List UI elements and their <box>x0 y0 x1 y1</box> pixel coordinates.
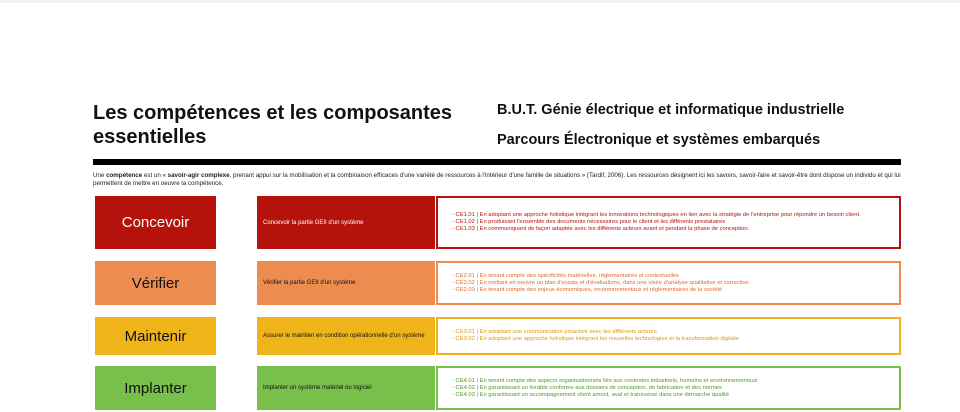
competence-components <box>436 317 901 355</box>
intro-paragraph: Une compétence est un « savoir-agir complexe, prenant appui sur la mobilisation et la combinaison efficaces d'une variété de ressources à l'intérieur d'une famille de situations » (Tardif, 2006). Les ressources désignent ici les savoirs, savoir-faire et savoir-être dont dispose un individu et qui lui permettent de mettre en oeuvre la compétence. <box>93 172 901 187</box>
competence-label: Concevoir <box>95 196 216 249</box>
list-item: - CE1.03 | En communiquant de façon adaptée avec les différents acteurs avant et pendant la phase de conception. <box>452 226 750 232</box>
competence-components <box>436 366 901 410</box>
program-title: B.U.T. Génie électrique et informatique industrielle <box>497 102 845 118</box>
competence-row-maintenir <box>93 317 901 355</box>
competence-components <box>436 196 901 249</box>
competence-components <box>436 261 901 305</box>
page-title: Les compétences et les composantes essentielles <box>93 102 453 148</box>
competence-label: Vérifier <box>95 261 216 305</box>
list-item: - CE1.02 | En produisant l'ensemble des documents nécessaires pour le client et les différents prestataires <box>452 219 726 225</box>
list-item: - CE3.02 | En adoptant une approche holistique intégrant les nouvelles technologies et la transformation digitale <box>452 336 739 342</box>
competence-situation: Vérifier la partie GEII d'un système <box>257 261 435 305</box>
list-item: - CE4.02 | En garantissant un livrable conforme aux dossiers de conception, de fabrication et des normes <box>452 384 722 391</box>
competence-situation: Concevoir la partie GEII d'un système <box>257 196 435 249</box>
competence-row-verifier <box>93 261 901 305</box>
list-item: - CE2.02 | En mettant en oeuvre un plan d'essais et d'évaluations, dans une visée d'analyse qualitative et corrective <box>452 279 749 286</box>
list-item: - CE2.03 | En tenant compte des enjeux économiques, environnementaux et réglementaires de la société <box>452 286 723 293</box>
list-item: - CE4.01 | En tenant compte des aspects organisationnels liés aux contextes industriels, humains et environnementaux <box>452 377 758 384</box>
competence-row-concevoir <box>93 196 901 249</box>
competence-label: Implanter <box>95 366 216 410</box>
competence-row-implanter <box>93 366 901 410</box>
header-divider <box>93 159 901 165</box>
competence-situation: Assurer le maintien en condition opérationnelle d'un système <box>257 317 435 355</box>
program-track: Parcours Électronique et systèmes embarqués <box>497 132 821 148</box>
list-item: - CE3.01 | En adoptant une communication proactive avec les différents acteurs <box>452 329 657 335</box>
program-header <box>497 101 844 161</box>
top-bar <box>0 0 960 3</box>
competence-situation: Implanter un système matériel ou logiciel <box>257 366 435 410</box>
list-item: - CE1.01 | En adoptant une approche holistique intégrant les innovations technologiques en lien avec la stratégie de l'entreprise pour répondre un besoin client. <box>452 212 861 218</box>
competence-label: Maintenir <box>95 317 216 355</box>
list-item: - CE2.01 | En tenant compte des spécificités matérielles, réglementaires et contextuelles <box>452 272 680 279</box>
list-item: - CE4.03 | En garantissant un accompagnement client amont, aval et transverse dans une démarche qualité <box>452 391 730 398</box>
